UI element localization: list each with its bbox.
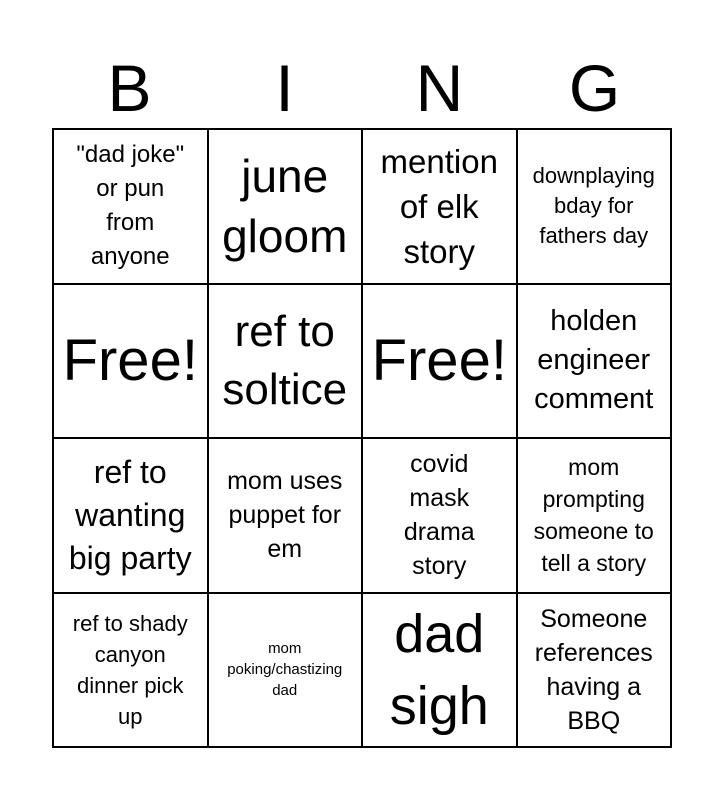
bingo-cell[interactable] [363,130,518,285]
bingo-cell[interactable] [209,439,364,594]
cell-text: june gloom [222,150,348,263]
bingo-cell[interactable] [54,439,209,594]
cell-text: mom prompting someone to tell a story [533,454,654,577]
cell-text: downplaying bday for fathers day [532,163,655,249]
bingo-cell-free[interactable] [54,285,209,440]
cell-text: ref to shady canyon dinner pick up [72,610,188,729]
bingo-cell[interactable] [518,285,673,440]
header-letter-i: I [275,51,294,125]
bingo-cell[interactable] [209,130,364,285]
bingo-cell[interactable] [518,439,673,594]
bingo-cell[interactable] [54,594,209,749]
cell-text: Free! [62,327,198,393]
bingo-header [52,52,672,124]
cell-text: ref to soltice [222,306,348,414]
cell-text: covid mask drama story [403,450,475,581]
header-letter-b: B [107,51,152,125]
cell-text: ref to wanting big party [68,453,192,576]
bingo-board [52,128,672,748]
bingo-cell[interactable] [363,594,518,749]
cell-text: holden engineer comment [534,305,654,416]
bingo-cell[interactable] [363,439,518,594]
cell-text: mom uses puppet for em [227,467,343,564]
header-letter-g: G [568,51,621,125]
cell-text: dad sigh [389,603,489,736]
bingo-cell[interactable] [209,285,364,440]
cell-text: "dad joke" or pun from anyone [76,141,185,271]
cell-text: Free! [371,327,507,393]
bingo-cell-free[interactable] [363,285,518,440]
cell-text: mention of elk story [380,142,498,270]
bingo-cell[interactable] [518,594,673,749]
header-letter-n: N [415,51,464,125]
bingo-cell[interactable] [54,130,209,285]
cell-text: Someone references having a BBQ [534,604,653,735]
bingo-cell[interactable] [518,130,673,285]
bingo-cell[interactable] [209,594,364,749]
cell-text: mom poking/chastizing dad [227,640,343,700]
